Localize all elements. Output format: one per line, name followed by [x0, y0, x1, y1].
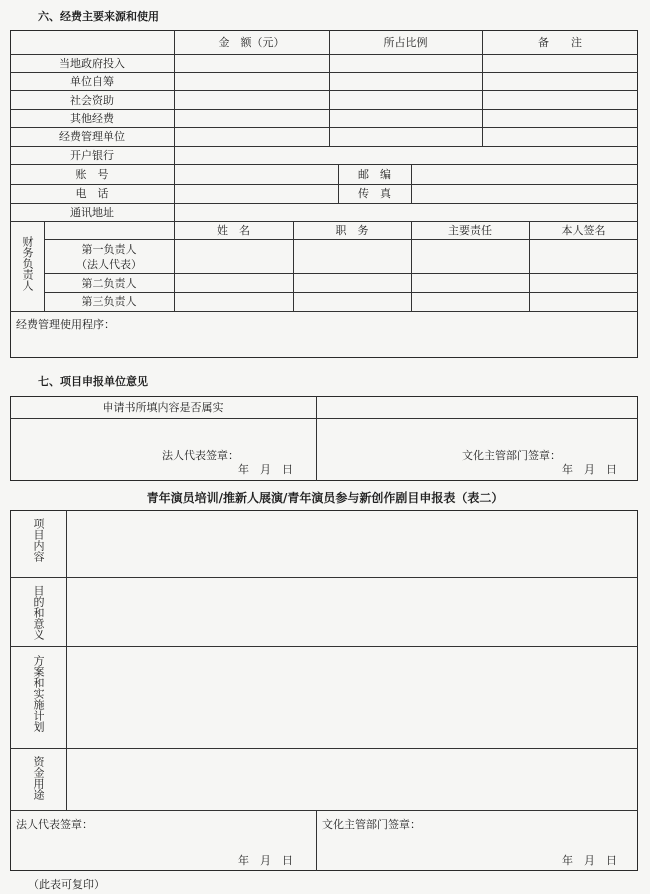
col-sign: 本人签名	[561, 224, 606, 237]
col-position: 职 务	[335, 224, 369, 237]
row-self: 单位自筹	[70, 75, 114, 88]
col-name: 姓 名	[217, 224, 250, 237]
header-amount: 金 额（元）	[218, 36, 285, 49]
row-account: 账 号	[75, 168, 109, 181]
footer-note: （此表可复印）	[28, 878, 105, 891]
table2-culture-date: 年 月 日	[562, 854, 617, 867]
label-plan: 方案和实施计划	[32, 655, 45, 732]
row-phone: 电 话	[75, 187, 109, 200]
table2-culture-sign: 文化主管部门签章：	[322, 818, 421, 831]
section6-title: 六、经费主要来源和使用	[38, 10, 159, 23]
legal-sign-label: 法人代表签章：	[162, 449, 239, 462]
culture-sign-label: 文化主管部门签章：	[462, 449, 561, 462]
header-ratio: 所占比例	[383, 36, 428, 49]
question-label: 申请书所填内容是否属实	[102, 401, 224, 414]
section7-title: 七、项目申报单位意见	[38, 375, 148, 388]
row-postcode: 邮 编	[358, 168, 391, 181]
header-remarks: 备 注	[538, 36, 582, 49]
legal-sign-date: 年 月 日	[238, 463, 293, 476]
label-funds: 资金用途	[32, 756, 45, 800]
third-responsible: 第三负责人	[81, 295, 137, 308]
row-gov: 当地政府投入	[59, 57, 125, 70]
culture-sign-date: 年 月 日	[562, 463, 617, 476]
second-responsible: 第二负责人	[81, 277, 137, 290]
row-mgmt: 经费管理单位	[59, 130, 125, 143]
row-social: 社会资助	[70, 94, 114, 107]
row-address: 通讯地址	[70, 206, 114, 219]
label-purpose: 目的和意义	[32, 585, 45, 640]
finance-group-label: 财务负责人	[21, 236, 34, 291]
table2-legal-date: 年 月 日	[238, 854, 293, 867]
table2-title: 青年演员培训/推新人展演/青年演员参与新创作剧目申报表（表二）	[146, 491, 504, 505]
col-duty: 主要责任	[448, 224, 492, 237]
label-content: 项目内容	[32, 518, 45, 562]
row-fax: 传 真	[358, 187, 391, 200]
procedure-label: 经费管理使用程序：	[16, 318, 115, 331]
first-responsible-note: （法人代表）	[76, 258, 142, 271]
table2-legal-sign: 法人代表签章：	[16, 818, 93, 831]
application-table	[10, 510, 638, 871]
row-other: 其他经费	[70, 112, 114, 125]
first-responsible: 第一负责人	[81, 243, 137, 256]
row-bank: 开户银行	[70, 149, 114, 162]
